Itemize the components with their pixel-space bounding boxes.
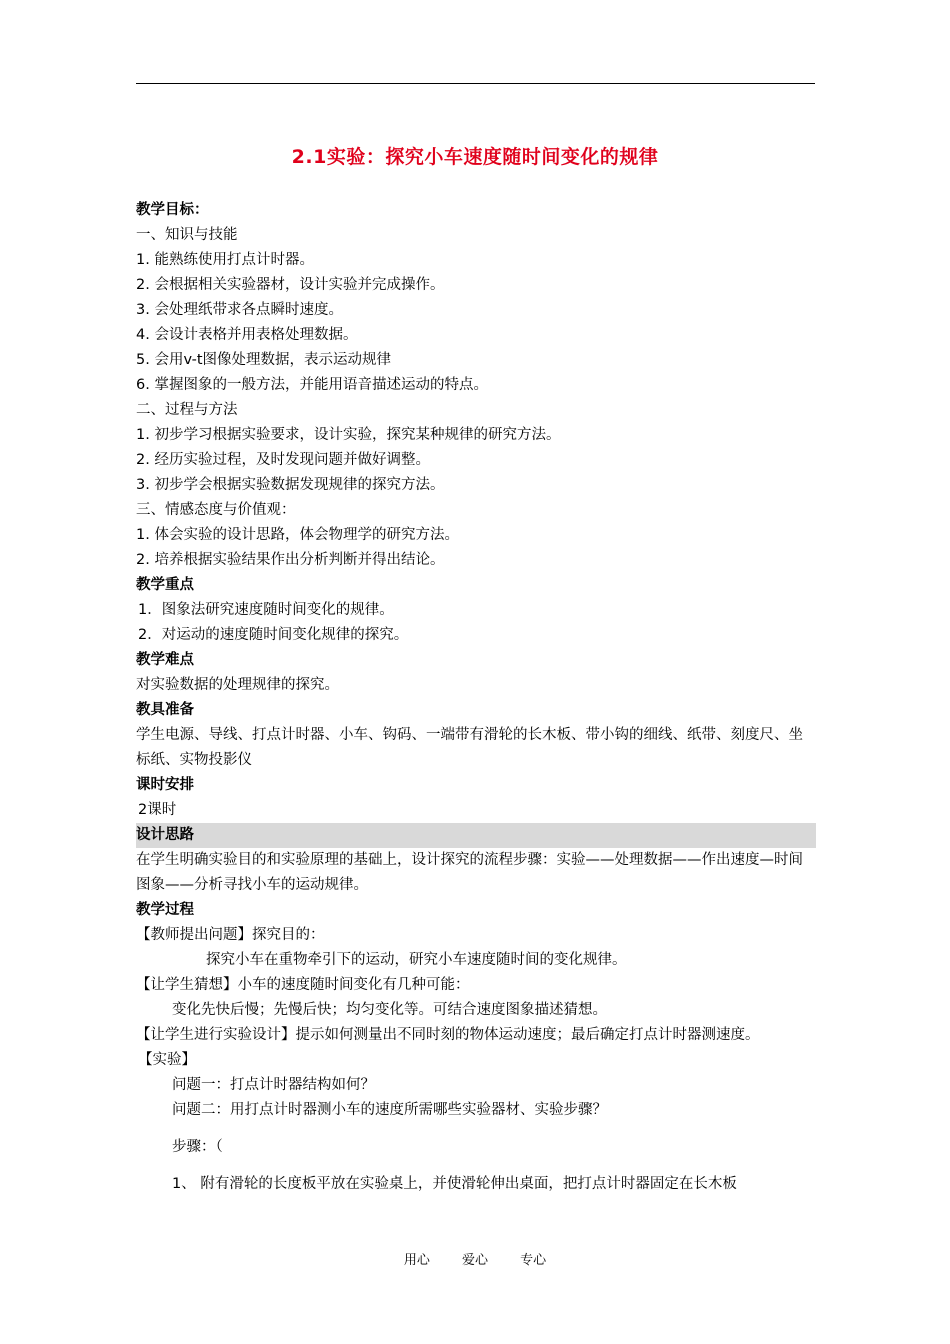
text-line: 教学难点 <box>136 652 194 668</box>
text-line: 1. 能熟练使用打点计时器。 <box>136 252 314 268</box>
document-body <box>136 198 816 1197</box>
text-line: 1. 体会实验的设计思路，体会物理学的研究方法。 <box>136 527 459 543</box>
text-line: 5. 会用v-t图像处理数据，表示运动规律 <box>136 352 392 368</box>
footer-text-2: 爱心 <box>461 1253 488 1268</box>
text-line: 【教师提出问题】探究目的： <box>136 927 325 943</box>
text-line: 1. 初步学习根据实验要求，设计实验，探究某种规律的研究方法。 <box>136 427 561 443</box>
text-line: 二、过程与方法 <box>136 402 238 418</box>
text-line: 教具准备 <box>136 702 194 718</box>
page-footer <box>0 1249 950 1268</box>
page-title: 2.1实验：探究小车速度随时间变化的规律 <box>291 146 659 168</box>
text-line: 2. 培养根据实验结果作出分析判断并得出结论。 <box>136 552 445 568</box>
spacer <box>136 1123 816 1135</box>
text-line: 探究小车在重物牵引下的运动，研究小车速度随时间的变化规律。 <box>206 952 627 968</box>
text-line: 教学目标： <box>136 202 209 218</box>
text-line: 教学过程 <box>136 902 194 918</box>
text-line: 1、 附有滑轮的长度板平放在实验桌上，并使滑轮伸出桌面，把打点计时器固定在长木板 <box>172 1176 737 1192</box>
text-line: 【让学生猜想】小车的速度随时间变化有几种可能： <box>136 977 470 993</box>
text-line: 4. 会设计表格并用表格处理数据。 <box>136 327 358 343</box>
text-line: 变化先快后慢；先慢后快；均匀变化等。可结合速度图象描述猜想。 <box>172 1002 607 1018</box>
text-line: 【实验】 <box>138 1052 196 1068</box>
text-line: 课时安排 <box>136 777 194 793</box>
text-line: 3. 初步学会根据实验数据发现规律的探究方法。 <box>136 477 445 493</box>
text-line: 2. 会根据相关实验器材，设计实验并完成操作。 <box>136 277 445 293</box>
text-line: 对实验数据的处理规律的探究。 <box>136 677 339 693</box>
footer-text-3: 专心 <box>520 1253 547 1268</box>
text-line: 1．图象法研究速度随时间变化的规律。 <box>138 602 394 618</box>
text-line: 三、情感态度与价值观： <box>136 502 296 518</box>
text-line: 步骤：（ <box>172 1139 223 1155</box>
text-line: 教学重点 <box>136 577 194 593</box>
text-line: 一、知识与技能 <box>136 227 238 243</box>
text-line: 在学生明确实验目的和实验原理的基础上，设计探究的流程步骤：实验——处理数据——作出速度—时间图象——分析寻找小车的运动规律。 <box>136 852 803 893</box>
text-line: 3. 会处理纸带求各点瞬时速度。 <box>136 302 343 318</box>
text-line: 2课时 <box>138 802 177 818</box>
header-rule <box>136 83 815 84</box>
text-line: 2．对运动的速度随时间变化规律的探究。 <box>138 627 409 643</box>
text-line: 问题一：打点计时器结构如何？ <box>172 1077 375 1093</box>
text-line: 2. 经历实验过程，及时发现问题并做好调整。 <box>136 452 430 468</box>
text-line: 学生电源、导线、打点计时器、小车、钩码、一端带有滑轮的长木板、带小钩的细线、纸带、刻度尺、坐标纸、实物投影仪 <box>136 727 803 768</box>
text-line: 问题二：用打点计时器测小车的速度所需哪些实验器材、实验步骤？ <box>172 1102 607 1118</box>
text-line: 【让学生进行实验设计】提示如何测量出不同时刻的物体运动速度；最后确定打点计时器测速度。 <box>136 1027 760 1043</box>
text-line: 设计思路 <box>136 823 816 848</box>
text-line: 6. 掌握图象的一般方法，并能用语音描述运动的特点。 <box>136 377 488 393</box>
spacer <box>136 1160 816 1172</box>
footer-text-1: 用心 <box>403 1253 430 1268</box>
